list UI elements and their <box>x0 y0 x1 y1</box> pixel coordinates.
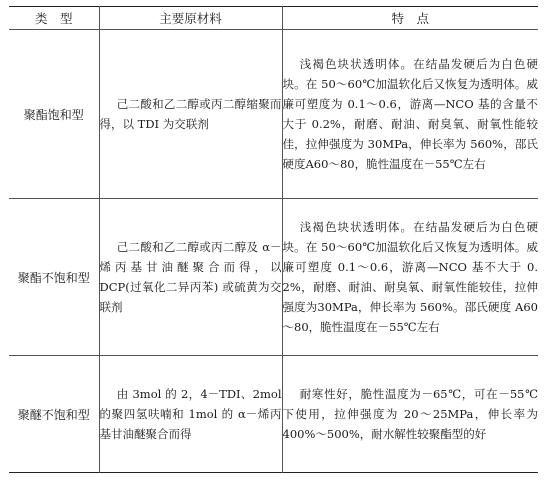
row-feature-cell: 耐寒性好，脆性温度为－65℃，可在－55℃下使用，拉伸强度为 20～25MPa，伸长率为 400%～500%，耐水解性较聚酯型的好 <box>282 356 538 473</box>
row-type-cell: 聚酯不饱和型 <box>9 199 99 356</box>
spec-table <box>9 6 538 473</box>
row-material-cell: 己二酸和乙二醇或丙二醇缩聚而得，以 TDI 为交联剂 <box>99 30 282 199</box>
header-type: 类 型 <box>9 7 99 30</box>
row-feature-cell: 浅褐色块状透明体。在结晶发硬后为白色硬块。在 50～60℃加温软化后又恢复为透明体。威廉可塑度为 0.1～0.6，游离—NCO 基的含量不大于 0.2%，耐磨、耐油、耐臭氧、耐氧性能较佳，拉伸强度为 30MPa，伸长率为 560%，邵氏硬度A60～80，脆性温度在－55℃左右 <box>282 30 538 199</box>
table-row <box>9 199 538 356</box>
header-material: 主要原材料 <box>99 7 282 30</box>
row-material-cell: 由 3mol 的 2，4－TDI、2mol 的聚四氢呋喃和 1mol 的 α－烯丙基甘油醚聚合而得 <box>99 356 282 473</box>
table-header <box>9 7 538 30</box>
table-row <box>9 356 538 473</box>
table-row <box>9 30 538 199</box>
header-feature: 特 点 <box>282 7 538 30</box>
header-row <box>9 7 538 30</box>
row-feature-cell: 浅褐色块状透明体。在结晶发硬后为白色硬块。在 50～60℃加温软化后又恢复为透明体。威廉可塑度 0.1～0.6，游离—NCO 基不大于 0. 2%，耐磨、耐油、耐臭氧、耐氧性能较佳，拉伸强度为30MPa，伸长率为 560%。邵氏硬度 A60～80，脆性温度在－55℃左右 <box>282 199 538 356</box>
table-body <box>9 30 538 473</box>
row-material-cell: 己二酸和乙二醇或丙二醇及 α－烯丙基甘油醚聚合而得，以 DCP(过氧化二异丙苯) 或硫黄为交联剂 <box>99 199 282 356</box>
row-type-cell: 聚酯饱和型 <box>9 30 99 199</box>
row-type-cell: 聚醚不饱和型 <box>9 356 99 473</box>
